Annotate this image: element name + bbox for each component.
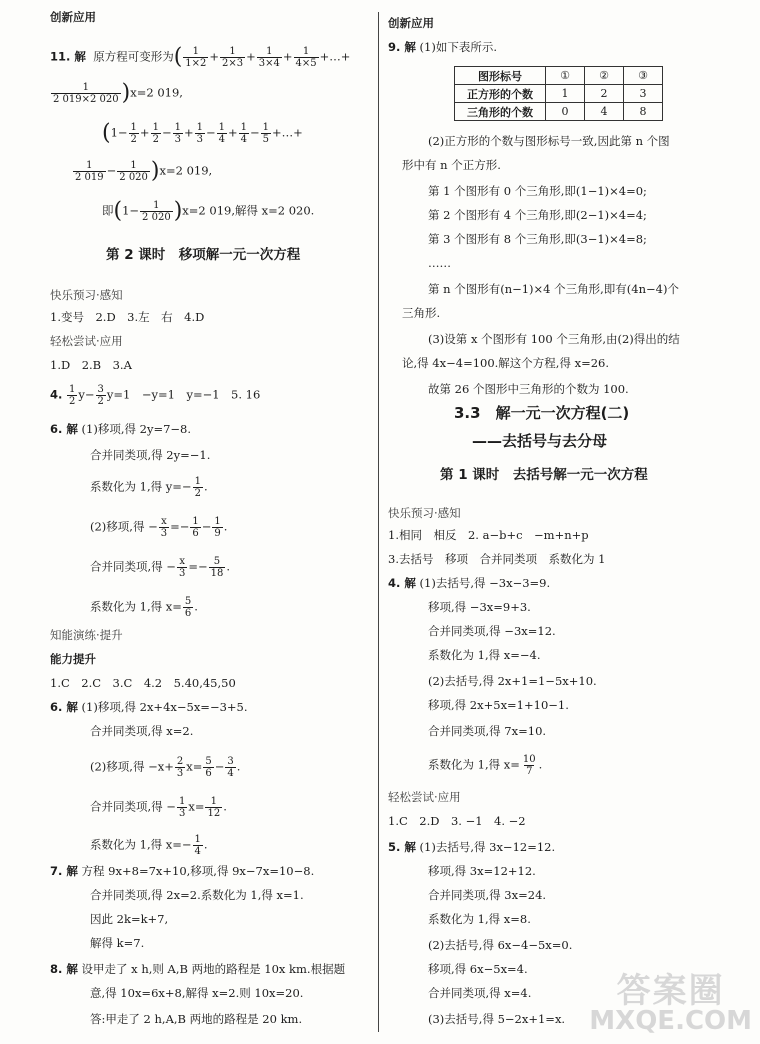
q5-line1: 5. 解 (1)去括号,得 3x−12=12.	[388, 840, 556, 854]
q9-line3: 形中有 n 个正方形.	[402, 158, 501, 172]
table-row	[455, 67, 663, 85]
heading-innovation-right: 创新应用	[388, 16, 434, 30]
q9-line7: ……	[428, 256, 451, 270]
table-cell: 图形标号	[455, 67, 546, 85]
section-preview: 快乐预习·感知	[50, 288, 123, 302]
a7-line3: 因此 2k=k+7,	[90, 912, 169, 926]
table-cell: 8	[624, 103, 663, 121]
a7-line4: 解得 k=7.	[90, 936, 145, 950]
table-cell: 2	[585, 85, 624, 103]
q4r-line6: 移项,得 2x+5x=1+10−1.	[428, 698, 569, 712]
section-subtitle: ——去括号与去分母	[472, 432, 608, 450]
a8-line2: 意,得 10x=6x+8,解得 x=2.则 10x=20.	[90, 986, 304, 1000]
section-title: 3.3 解一元一次方程(二)	[454, 404, 630, 422]
a6-line2: 合并同类项,得 x=2.	[90, 724, 194, 738]
q9-line10: (3)设第 x 个图形有 100 个三角形,由(2)得出的结	[428, 332, 680, 346]
section-train: 知能演练·提升	[50, 628, 123, 642]
lesson1-title: 第 1 课时 去括号解一元一次方程	[440, 467, 648, 483]
q5-line4: 系数化为 1,得 x=8.	[428, 912, 531, 926]
table-cell: 1	[546, 85, 585, 103]
q5-line3: 合并同类项,得 3x=24.	[428, 888, 547, 902]
q5-line2: 移项,得 3x=12+12.	[428, 864, 536, 878]
q6-line3: 系数化为 1,得 y=− $\frac{1}{2}$ .	[90, 476, 208, 499]
shapes-table	[454, 66, 663, 121]
section-try: 轻松尝试·应用	[50, 334, 123, 348]
q4r-line8: 系数化为 1,得 x= $\frac{10}{7}$ .	[428, 754, 543, 777]
q5-line7: 合并同类项,得 x=4.	[428, 986, 532, 1000]
q6-line5: 合并同类项,得 − $\frac{x}{3}$ =− $\frac{5}{18}$ .	[90, 556, 230, 579]
q9-line12: 故第 26 个图形中三角形的个数为 100.	[428, 382, 629, 396]
preview-answers: 1.变号 2.D 3.左 右 4.D	[50, 310, 205, 324]
ability-heading: 能力提升	[50, 652, 96, 666]
q11-line2: $\frac{1}{2 019\times 2 020}$ )x=2 019,	[53, 80, 183, 106]
heading-innovation: 创新应用	[50, 10, 96, 24]
q9-line11: 论,得 4x−4=100.解这个方程,得 x=26.	[402, 356, 610, 370]
q9-line6: 第 3 个图形有 8 个三角形,即(3−1)×4=8;	[428, 232, 647, 246]
table-row	[455, 103, 663, 121]
table-cell: ③	[624, 67, 663, 85]
a8-line3: 答:甲走了 2 h,A,B 两地的路程是 20 km.	[90, 1012, 303, 1026]
q4-answer: 4. $\frac{1}{2}$ y− $\frac{3}{2}$ y=1 −y=1 y=−1 5. 16	[50, 384, 261, 407]
section-try-right: 轻松尝试·应用	[388, 790, 461, 804]
a8-line1: 8. 解 设甲走了 x h,则 A,B 两地的路程是 10x km.根据题	[50, 962, 346, 976]
section-preview-right: 快乐预习·感知	[388, 506, 461, 520]
preview-answer3: 3.去括号 移项 合并同类项 系数化为 1	[388, 552, 606, 566]
q4r-line2: 移项,得 −3x=9+3.	[428, 600, 531, 614]
q4r-line7: 合并同类项,得 7x=10.	[428, 724, 547, 738]
q6-line2: 合并同类项,得 2y=−1.	[90, 448, 211, 462]
q4r-line3: 合并同类项,得 −3x=12.	[428, 624, 556, 638]
table-row	[455, 85, 663, 103]
lesson2-title: 第 2 课时 移项解一元一次方程	[106, 247, 301, 263]
q9-line8: 第 n 个图形有(n−1)×4 个三角形,即有(4n−4)个	[428, 282, 679, 296]
q5-line5: (2)去括号,得 6x−4−5x=0.	[428, 938, 573, 952]
watermark: 答案圈 MXQE.COM	[589, 971, 752, 1036]
q11-line3: (1− $\frac{1}{2}$ + $\frac{1}{2}$ − $\frac{1}{3}$ + $\frac{1}{3}$ − $\frac{1}{4}$ + $\frac{1}{4}$ − $\frac{1}{5}$ +…+	[102, 120, 303, 146]
q9-line4: 第 1 个图形有 0 个三角形,即(1−1)×4=0;	[428, 184, 647, 198]
q4r-line1: 4. 解 (1)去括号,得 −3x−3=9.	[388, 576, 551, 590]
q6-line1: 6. 解 (1)移项,得 2y=7−8.	[50, 422, 192, 436]
table-cell: 正方形的个数	[455, 85, 546, 103]
table-cell: 3	[624, 85, 663, 103]
q5-line6: 移项,得 6x−5x=4.	[428, 962, 528, 976]
table-cell: ②	[585, 67, 624, 85]
a6-line3: (2)移项,得 −x+ $\frac{2}{3}$ x= $\frac{5}{6}$ − $\frac{3}{4}$ .	[90, 756, 241, 779]
table-cell: 0	[546, 103, 585, 121]
q11-line1: 11. 解 原方程可变形为( $\frac{1}{1\times 2}$ + $\frac{1}{2\times 3}$ + $\frac{1}{3\times 4}$ + $\frac{1}{4\times 5}$ +…+	[50, 44, 351, 70]
q9-line2: (2)正方形的个数与图形标号一致,因此第 n 个图	[428, 134, 670, 148]
a6-line4: 合并同类项,得 − $\frac{1}{3}$ x= $\frac{1}{12}$ .	[90, 796, 227, 819]
preview-answers-right: 1.相同 相反 2. a−b+c −m+n+p	[388, 528, 589, 542]
table-cell: ①	[546, 67, 585, 85]
q9-line9: 三角形.	[402, 306, 441, 320]
q5-line8: (3)去括号,得 5−2x+1=x.	[428, 1012, 566, 1026]
q9-line5: 第 2 个图形有 4 个三角形,即(2−1)×4=4;	[428, 208, 647, 222]
a7-line2: 合并同类项,得 2x=2.系数化为 1,得 x=1.	[90, 888, 304, 902]
column-divider	[378, 12, 379, 1032]
try-answers-right: 1.C 2.D 3. −1 4. −2	[388, 814, 526, 828]
q11-line5: 即(1− $\frac{1}{2 020}$ )x=2 019,解得 x=2 020.	[102, 198, 315, 224]
a6-line1: 6. 解 (1)移项,得 2x+4x−5x=−3+5.	[50, 700, 248, 714]
table-cell: 4	[585, 103, 624, 121]
q4r-line4: 系数化为 1,得 x=−4.	[428, 648, 541, 662]
q6-line4: (2)移项,得 − $\frac{x}{3}$ =− $\frac{1}{6}$ − $\frac{1}{9}$ .	[90, 516, 228, 539]
a7-line1: 7. 解 方程 9x+8=7x+10,移项,得 9x−7x=10−8.	[50, 864, 315, 878]
table-cell: 三角形的个数	[455, 103, 546, 121]
try-answers: 1.D 2.B 3.A	[50, 358, 132, 372]
q11-line4: $\frac{1}{2 019}$ − $\frac{1}{2 020}$ )x=2 019,	[75, 158, 213, 184]
q9-line1: 9. 解 (1)如下表所示.	[388, 40, 497, 54]
ability-answers: 1.C 2.C 3.C 4.2 5.40,45,50	[50, 676, 236, 690]
a6-line5: 系数化为 1,得 x=− $\frac{1}{4}$ .	[90, 834, 208, 857]
q4r-line5: (2)去括号,得 2x+1=1−5x+10.	[428, 674, 597, 688]
q6-line6: 系数化为 1,得 x= $\frac{5}{6}$ .	[90, 596, 198, 619]
